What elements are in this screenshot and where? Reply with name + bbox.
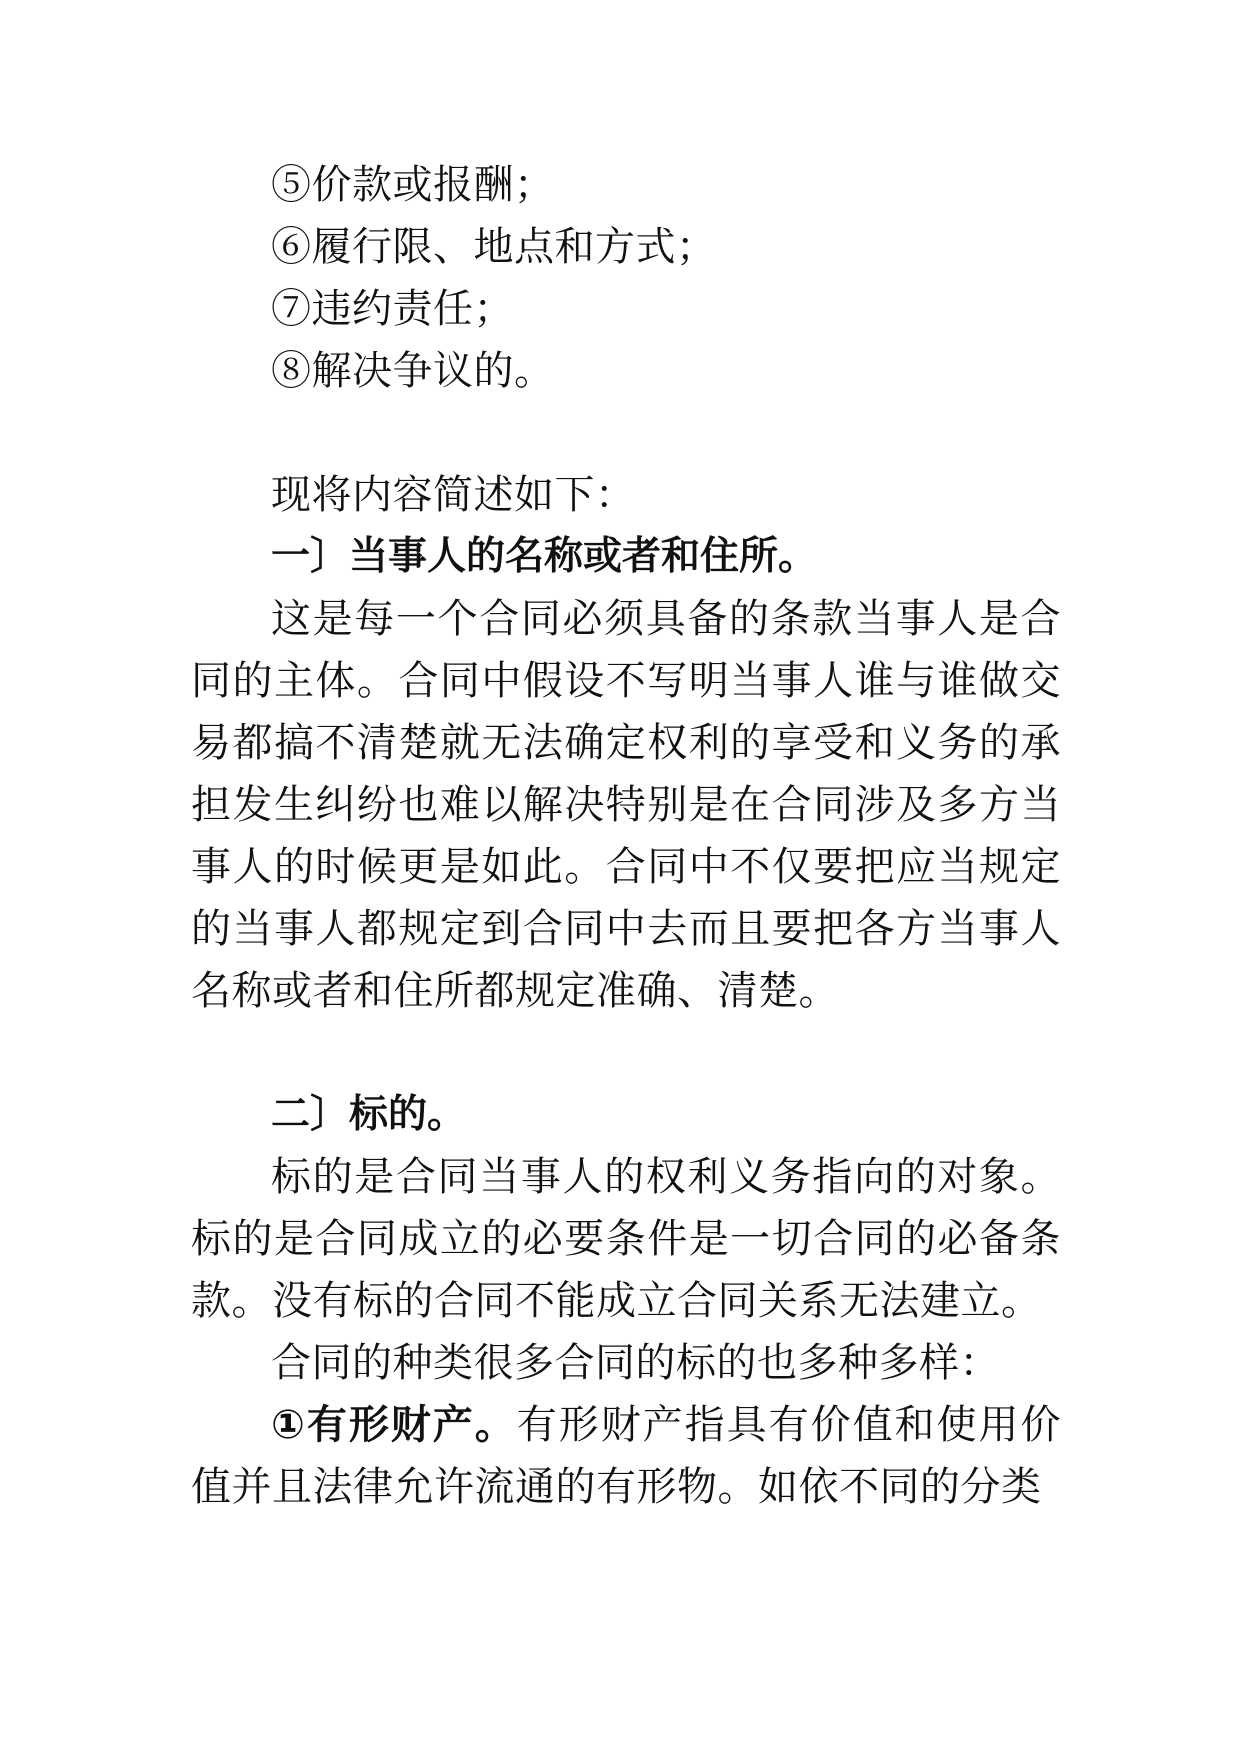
section-2-paragraph-2: 合同的种类很多合同的标的也多种多样：: [271, 1340, 1000, 1386]
spacer: [191, 1022, 1061, 1084]
document-content: [191, 154, 1061, 1518]
spacer: [191, 402, 1061, 464]
section-1-heading: 一〕当事人的名称或者和住所。: [271, 534, 818, 579]
item-1-title: ①有形财产。: [271, 1402, 517, 1448]
item-1-text: 有形财产指具有价值和使用价值并且法律允许流通的有形物。如依不同的分类: [191, 1402, 1061, 1510]
section-2-heading: 二〕标的。: [271, 1092, 467, 1137]
list-item-5: ⑤价款或报酬；: [271, 162, 555, 208]
section-2-item-1: [191, 1394, 1061, 1518]
intro-text: 现将内容简述如下：: [271, 472, 636, 518]
list-item-6: ⑥履行限、地点和方式；: [271, 224, 717, 270]
list-item-8: ⑧解决争议的。: [271, 348, 555, 394]
list-item-7: ⑦违约责任；: [271, 286, 514, 332]
section-2-paragraph-1: 标的是合同当事人的权利义务指向的对象。标的是合同成立的必要条件是一切合同的必备条款。没有标的合同不能成立合同关系无法建立。: [191, 1154, 1061, 1324]
section-1-paragraph: 这是每一个合同必须具备的条款当事人是合同的主体。合同中假设不写明当事人谁与谁做交易都搞不清楚就无法确定权利的享受和义务的承担发生纠纷也难以解决特别是在合同涉及多方当事人的时候更是如此。合同中不仅要把应当规定的当事人都规定到合同中去而且要把各方当事人名称或者和住所都规定准确、清楚。: [191, 596, 1061, 1014]
